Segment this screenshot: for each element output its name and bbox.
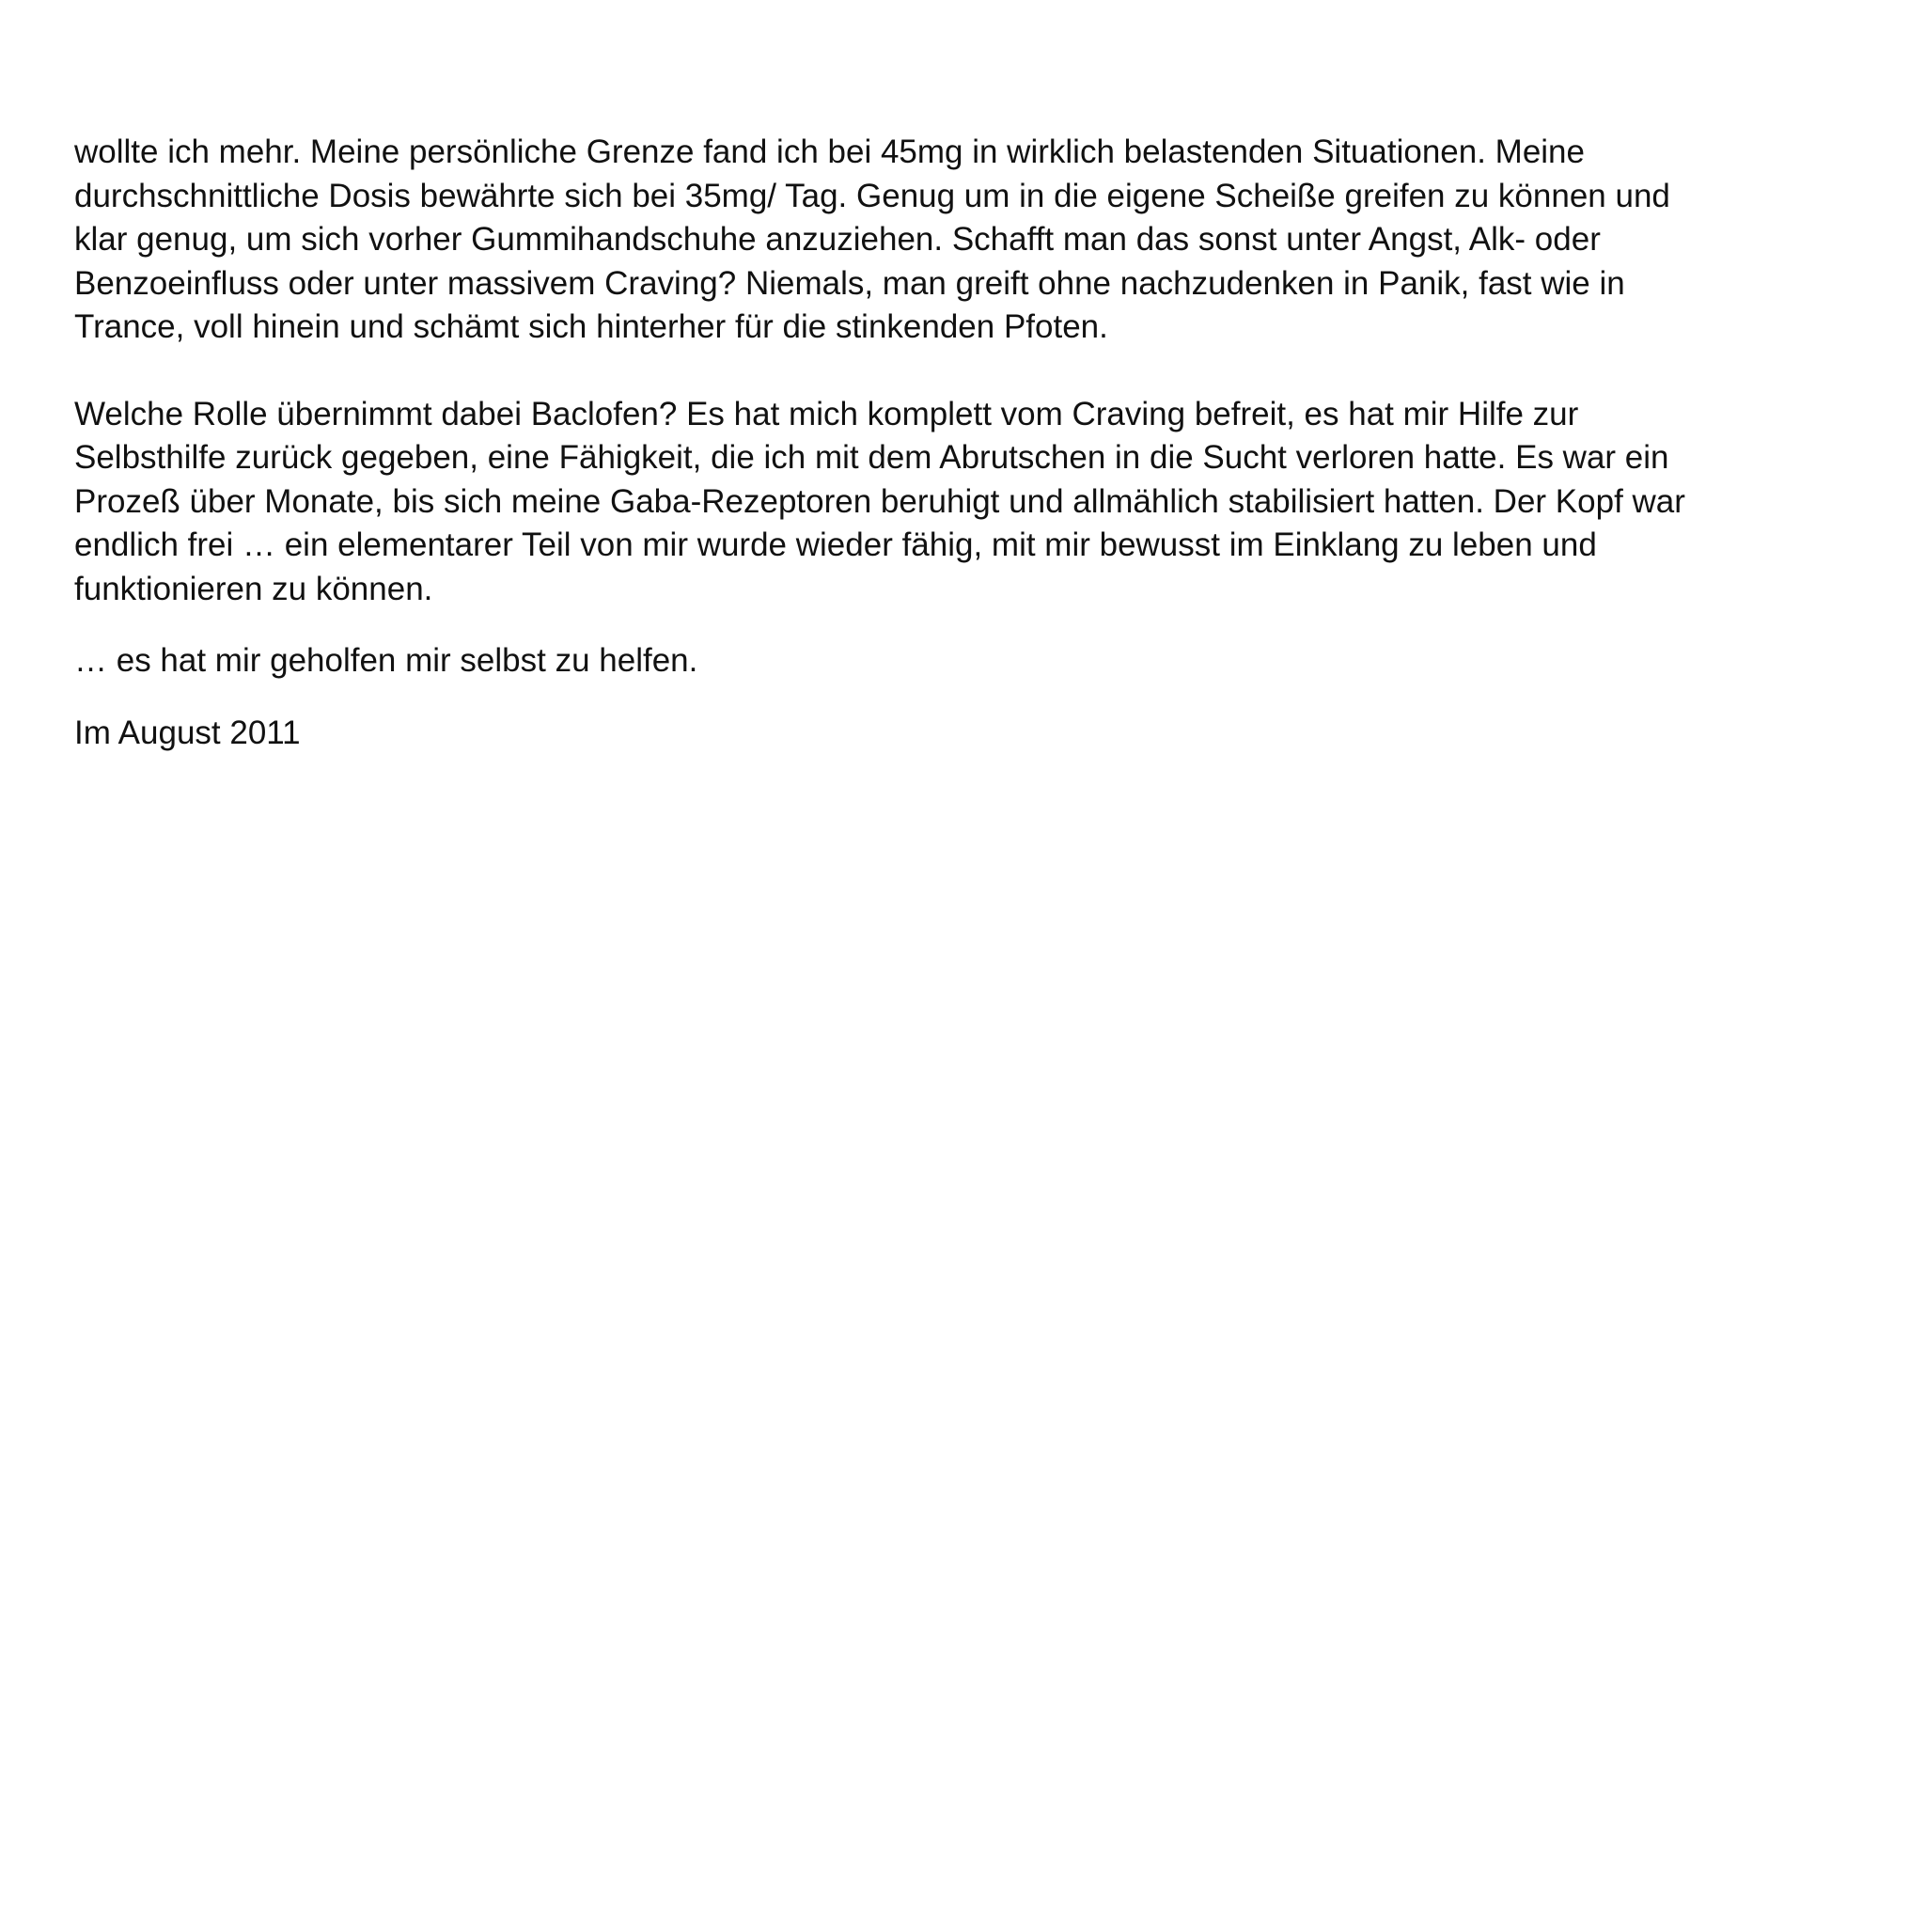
paragraph-spacer [74,350,1888,393]
text-line: Welche Rolle übernimmt dabei Baclofen? Es hat mich komplett vom Craving befreit, es hat mir Hilfe zur [74,395,1579,432]
document-page [74,131,1888,755]
text-line: klar genug, um sich vorher Gummihandschuhe anzuziehen. Schafft man das sonst unter Angst, Alk- oder [74,221,1601,258]
text-line: durchschnittliche Dosis bewährte sich bei 35mg/ Tag. Genug um in die eigene Scheiße greifen zu können und [74,177,1670,214]
text-line: Im August 2011 [74,714,301,751]
text-line: endlich frei … ein elementarer Teil von mir wurde wieder fähig, mit mir bewusst im Einklang zu leben und [74,526,1597,563]
text-line: Prozeß über Monate, bis sich meine Gaba-Rezeptoren beruhigt und allmählich stabilisiert hatten. Der Kopf war [74,482,1685,520]
paragraph-spacer [74,683,1888,712]
paragraph-date-signature [74,712,1888,756]
text-line: Trance, voll hinein und schämt sich hinterher für die stinkenden Pfoten. [74,308,1108,345]
paragraph-spacer [74,611,1888,639]
text-line: … es hat mir geholfen mir selbst zu helfen. [74,642,698,679]
paragraph-baclofen-role [74,393,1888,612]
text-line: Selbsthilfe zurück gegeben, eine Fähigkeit, die ich mit dem Abrutschen in die Sucht verloren hatte. Es war ein [74,439,1669,476]
text-line: Benzoeinfluss oder unter massivem Craving? Niemals, man greift ohne nachzudenken in Panik, fast wie in [74,264,1625,302]
text-line: wollte ich mehr. Meine persönliche Grenze fand ich bei 45mg in wirklich belastenden Situationen. Meine [74,134,1585,170]
paragraph-closing-statement [74,639,1888,683]
text-line: funktionieren zu können. [74,570,433,607]
paragraph-dosage [74,131,1888,350]
